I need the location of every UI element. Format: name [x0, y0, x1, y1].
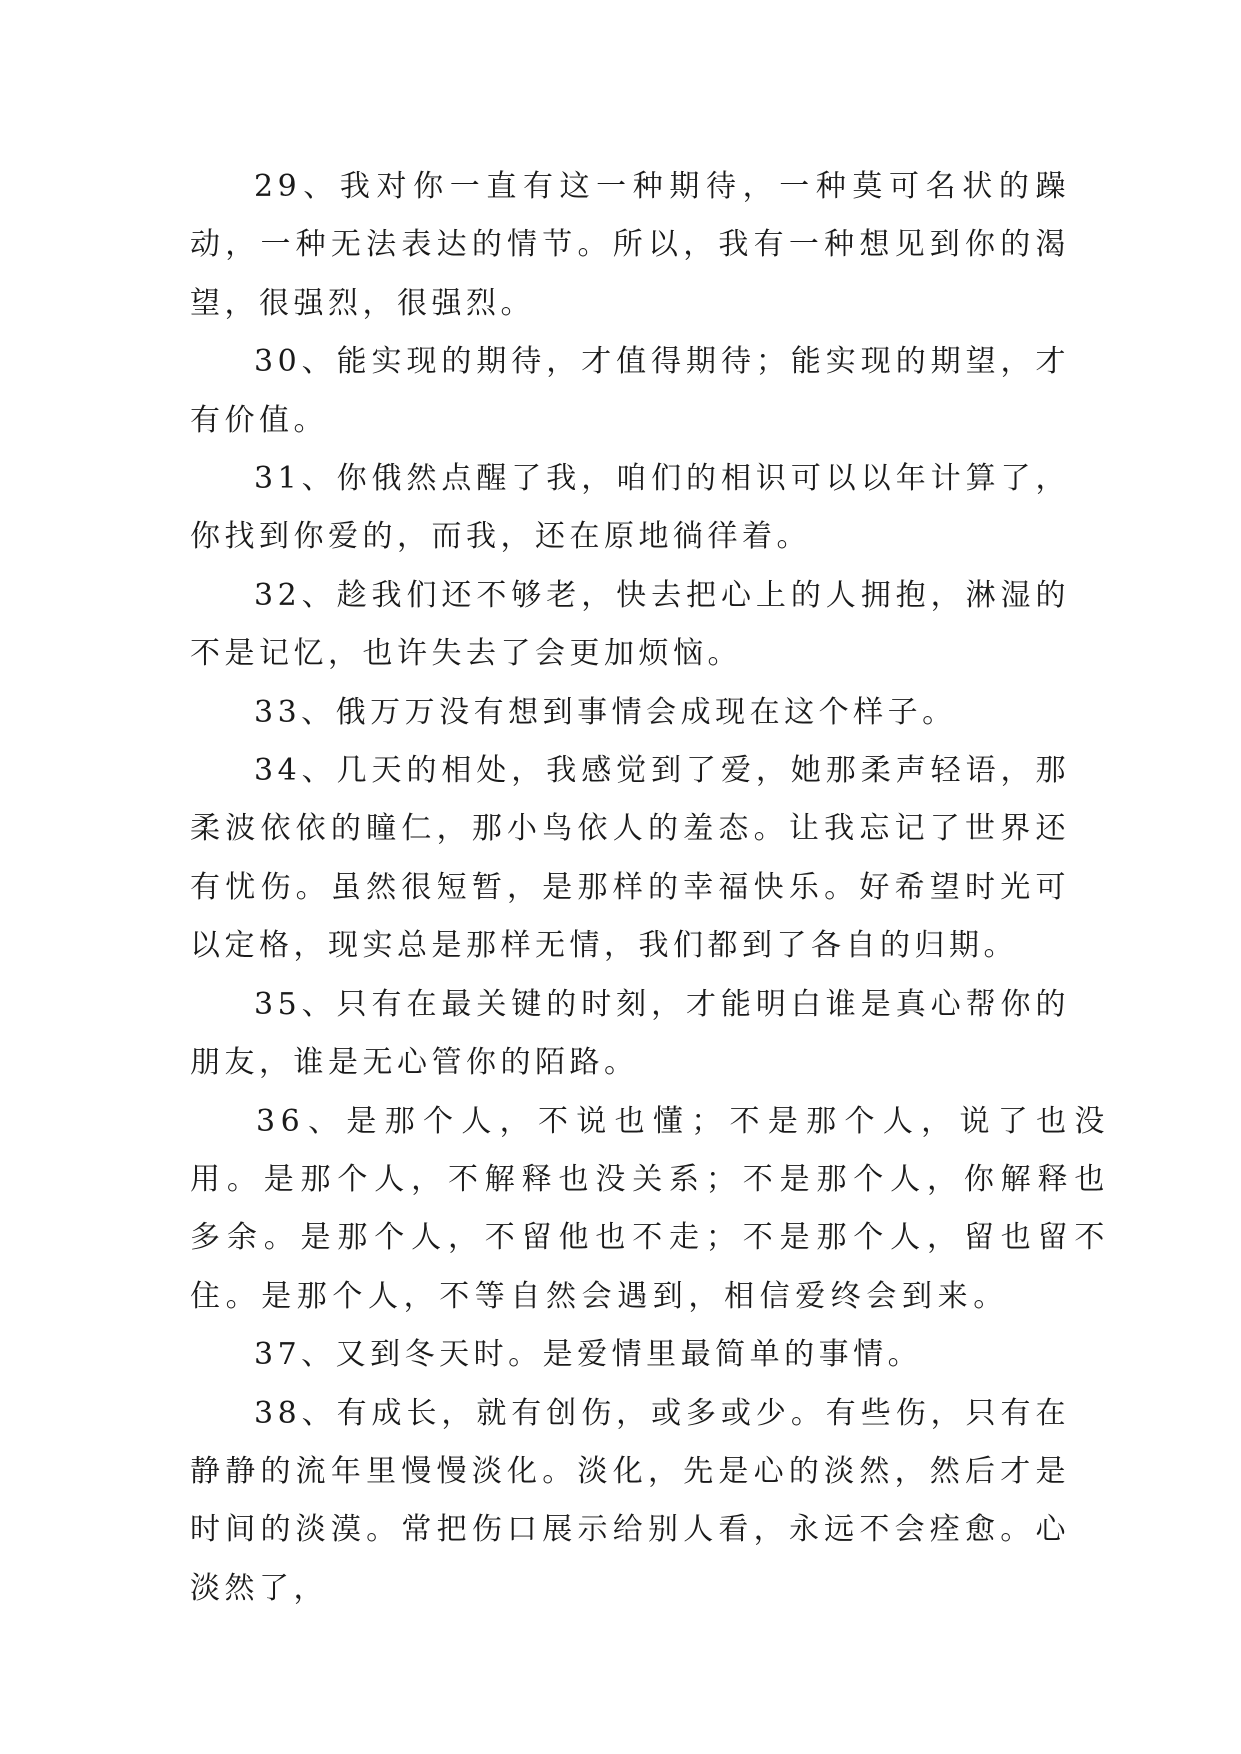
paragraph-35: 35、只有在最关键的时刻，才能明白谁是真心帮你的朋友，谁是无心管你的陌路。 [190, 986, 1070, 1081]
paragraph-29: 29、我对你一直有这一种期待，一种莫可名状的躁动，一种无法表达的情节。所以，我有一种想见到你的渴望，很强烈，很强烈。 [190, 169, 1070, 321]
paragraph-32: 32、趁我们还不够老，快去把心上的人拥抱，淋湿的不是记忆，也许失去了会更加烦恼。 [190, 577, 1070, 672]
paragraph-34: 34、几天的相处，我感觉到了爱，她那柔声轻语，那柔波依依的瞳仁，那小鸟依人的羞态。让我忘记了世界还有忧伤。虽然很短暂，是那样的幸福快乐。好希望时光可以定格，现实总是那样无情，我们都到了各自的归期。 [190, 753, 1070, 964]
paragraph-31: 31、你俄然点醒了我，咱们的相识可以以年计算了，你找到你爱的，而我，还在原地徜徉着。 [190, 461, 1070, 555]
paragraph-33: 33、俄万万没有想到事情会成现在这个样子。 [254, 694, 957, 730]
paragraph-36: 36、是那个人，不说也懂；不是那个人，说了也没用。是那个人，不解释也没关系；不是那个人，你解释也多余。是那个人，不留他也不走；不是那个人，留也留不住。是那个人，不等自然会遇到，相信爱终会到来。 [190, 1103, 1110, 1314]
paragraph-30: 30、能实现的期待，才值得期待；能实现的期望，才有价值。 [190, 344, 1070, 438]
paragraph-37: 37、又到冬天时。是爱情里最简单的事情。 [254, 1337, 923, 1373]
document-body [190, 158, 1110, 1618]
paragraph-38: 38、有成长，就有创伤，或多或少。有些伤，只有在静静的流年里慢慢淡化。淡化，先是心的淡然，然后才是时间的淡漠。常把伤口展示给别人看，永远不会痊愈。心淡然了， [190, 1395, 1070, 1606]
